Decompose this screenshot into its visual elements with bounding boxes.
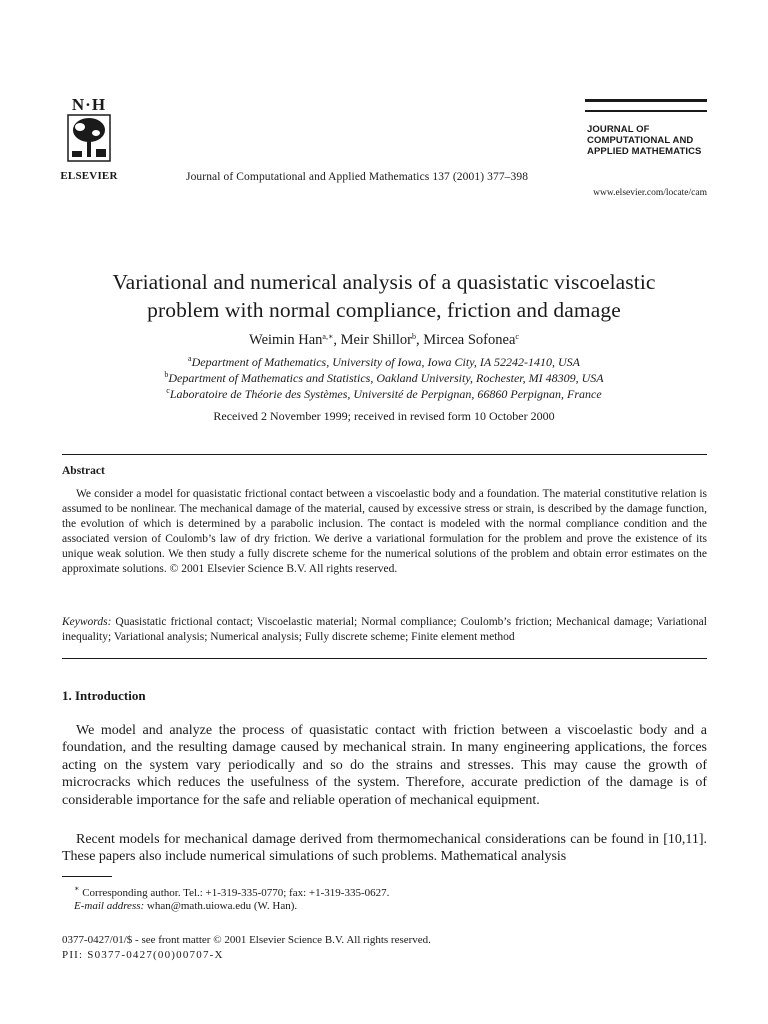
received-dates: Received 2 November 1999; received in revised form 10 October 2000 xyxy=(213,409,555,423)
author-name: Mircea Sofonea xyxy=(423,332,516,348)
pii-line: PII: S0377-0427(00)00707-X xyxy=(62,949,224,961)
journal-rule xyxy=(585,99,707,112)
author-separator: , xyxy=(415,332,424,348)
author-affil-mark: a,∗ xyxy=(322,332,334,341)
abstract-body xyxy=(62,487,707,578)
publisher-name: ELSEVIER xyxy=(60,170,118,182)
divider xyxy=(62,454,707,455)
journal-citation: Journal of Computational and Applied Mathematics 137 (2001) 377–398 xyxy=(186,171,529,183)
author-separator: , xyxy=(333,332,341,348)
front-matter xyxy=(62,933,431,963)
journal-title-line: APPLIED MATHEMATICS xyxy=(587,146,702,157)
footnote-text: Corresponding author. Tel.: +1-319-335-0770; fax: +1-319-335-0627. xyxy=(79,887,390,899)
author-affil-mark: b xyxy=(411,332,416,341)
title-line: problem with normal compliance, friction and damage xyxy=(147,298,621,322)
author-name: Meir Shillor xyxy=(340,332,412,348)
affil-text: Department of Mathematics, University of Iowa, Iowa City, IA 52242-1410, USA xyxy=(191,355,580,369)
affiliation xyxy=(40,386,728,402)
author-name: Weimin Han xyxy=(249,332,323,348)
journal-title-line: COMPUTATIONAL AND xyxy=(587,135,694,146)
title-line: Variational and numerical analysis of a quasistatic viscoelastic xyxy=(112,270,656,294)
issn-line: 0377-0427/01/$ - see front matter © 2001 Elsevier Science B.V. All rights reserved. xyxy=(62,934,431,946)
affil-text: Laboratoire de Théorie des Systèmes, Université de Perpignan, 66860 Perpignan, France xyxy=(169,387,602,401)
author-affil-mark: c xyxy=(515,332,519,341)
affil-mark: a xyxy=(188,354,192,363)
affil-text: Department of Mathematics and Statistics, Oakland University, Rochester, MI 48309, USA xyxy=(168,371,604,385)
elsevier-logo xyxy=(50,95,128,185)
keywords-label: Keywords: xyxy=(62,616,112,628)
author-list xyxy=(40,332,728,349)
keywords xyxy=(62,615,707,645)
footnote-email xyxy=(74,900,297,912)
divider xyxy=(62,658,707,659)
tree-icon xyxy=(66,113,112,163)
footnote-mark: ∗ xyxy=(74,884,80,893)
section-heading: 1. Introduction xyxy=(62,688,146,703)
affiliation xyxy=(40,370,728,386)
journal-url[interactable]: www.elsevier.com/locate/cam xyxy=(593,188,707,198)
affil-mark: c xyxy=(166,386,170,395)
intro-paragraph: Recent models for mechanical damage derived from thermomechanical considerations can be found in [10,11]. These papers also include numerical simulations of such problems. Mathematical analysis xyxy=(62,832,707,865)
intro-paragraph: We model and analyze the process of quasistatic contact with friction between a viscoelastic body and a foundation, and the resulting damage caused by mechanical strain. In many engineering applications, the forces acting on the system vary periodically and so do the strains and stresses. This may cause the growth of microcracks which reduces the usefulness of the system. Therefore, accurate prediction of the damage is of considerable importance for the safe and reliable operation of mechanical equipment. xyxy=(62,723,707,808)
footnote-rule xyxy=(62,876,112,877)
abstract-copyright: © 2001 Elsevier Science B.V. All rights reserved. xyxy=(169,563,398,576)
affiliation xyxy=(40,354,728,370)
affil-mark: b xyxy=(164,370,169,379)
email-label: E-mail address: xyxy=(74,900,145,912)
abstract-heading: Abstract xyxy=(62,465,105,477)
publisher-mark: N·H xyxy=(71,95,107,114)
article-title xyxy=(40,268,728,324)
email-text[interactable]: whan@math.uiowa.edu (W. Han). xyxy=(144,900,298,912)
abstract-text: We consider a model for quasistatic frictional contact between a viscoelastic body and a foundation. The material constitutive relation is assumed to be nonlinear. The mechanical damage of the material, caused by excessive stress or strain, is described by the damage function, the evolution of which is determined by a parabolic inclusion. The contact is modeled with the normal compliance condition and the associated version of Coulomb’s law of dry friction. We derive a variational formulation for the problem and prove the existence of its unique weak solution. We then study a fully discrete scheme for the numerical solutions of the problem and obtain error estimates on the approximate solutions. xyxy=(62,488,707,576)
journal-title xyxy=(587,124,702,157)
journal-title-line: JOURNAL OF xyxy=(587,124,650,135)
footnote-corresponding xyxy=(74,884,389,899)
keywords-text: Quasistatic frictional contact; Viscoelastic material; Normal compliance; Coulomb’s friction; Mechanical damage; Variational inequality; Variational analysis; Numerical analysis; Fully discrete scheme; Finite element method xyxy=(62,616,707,644)
